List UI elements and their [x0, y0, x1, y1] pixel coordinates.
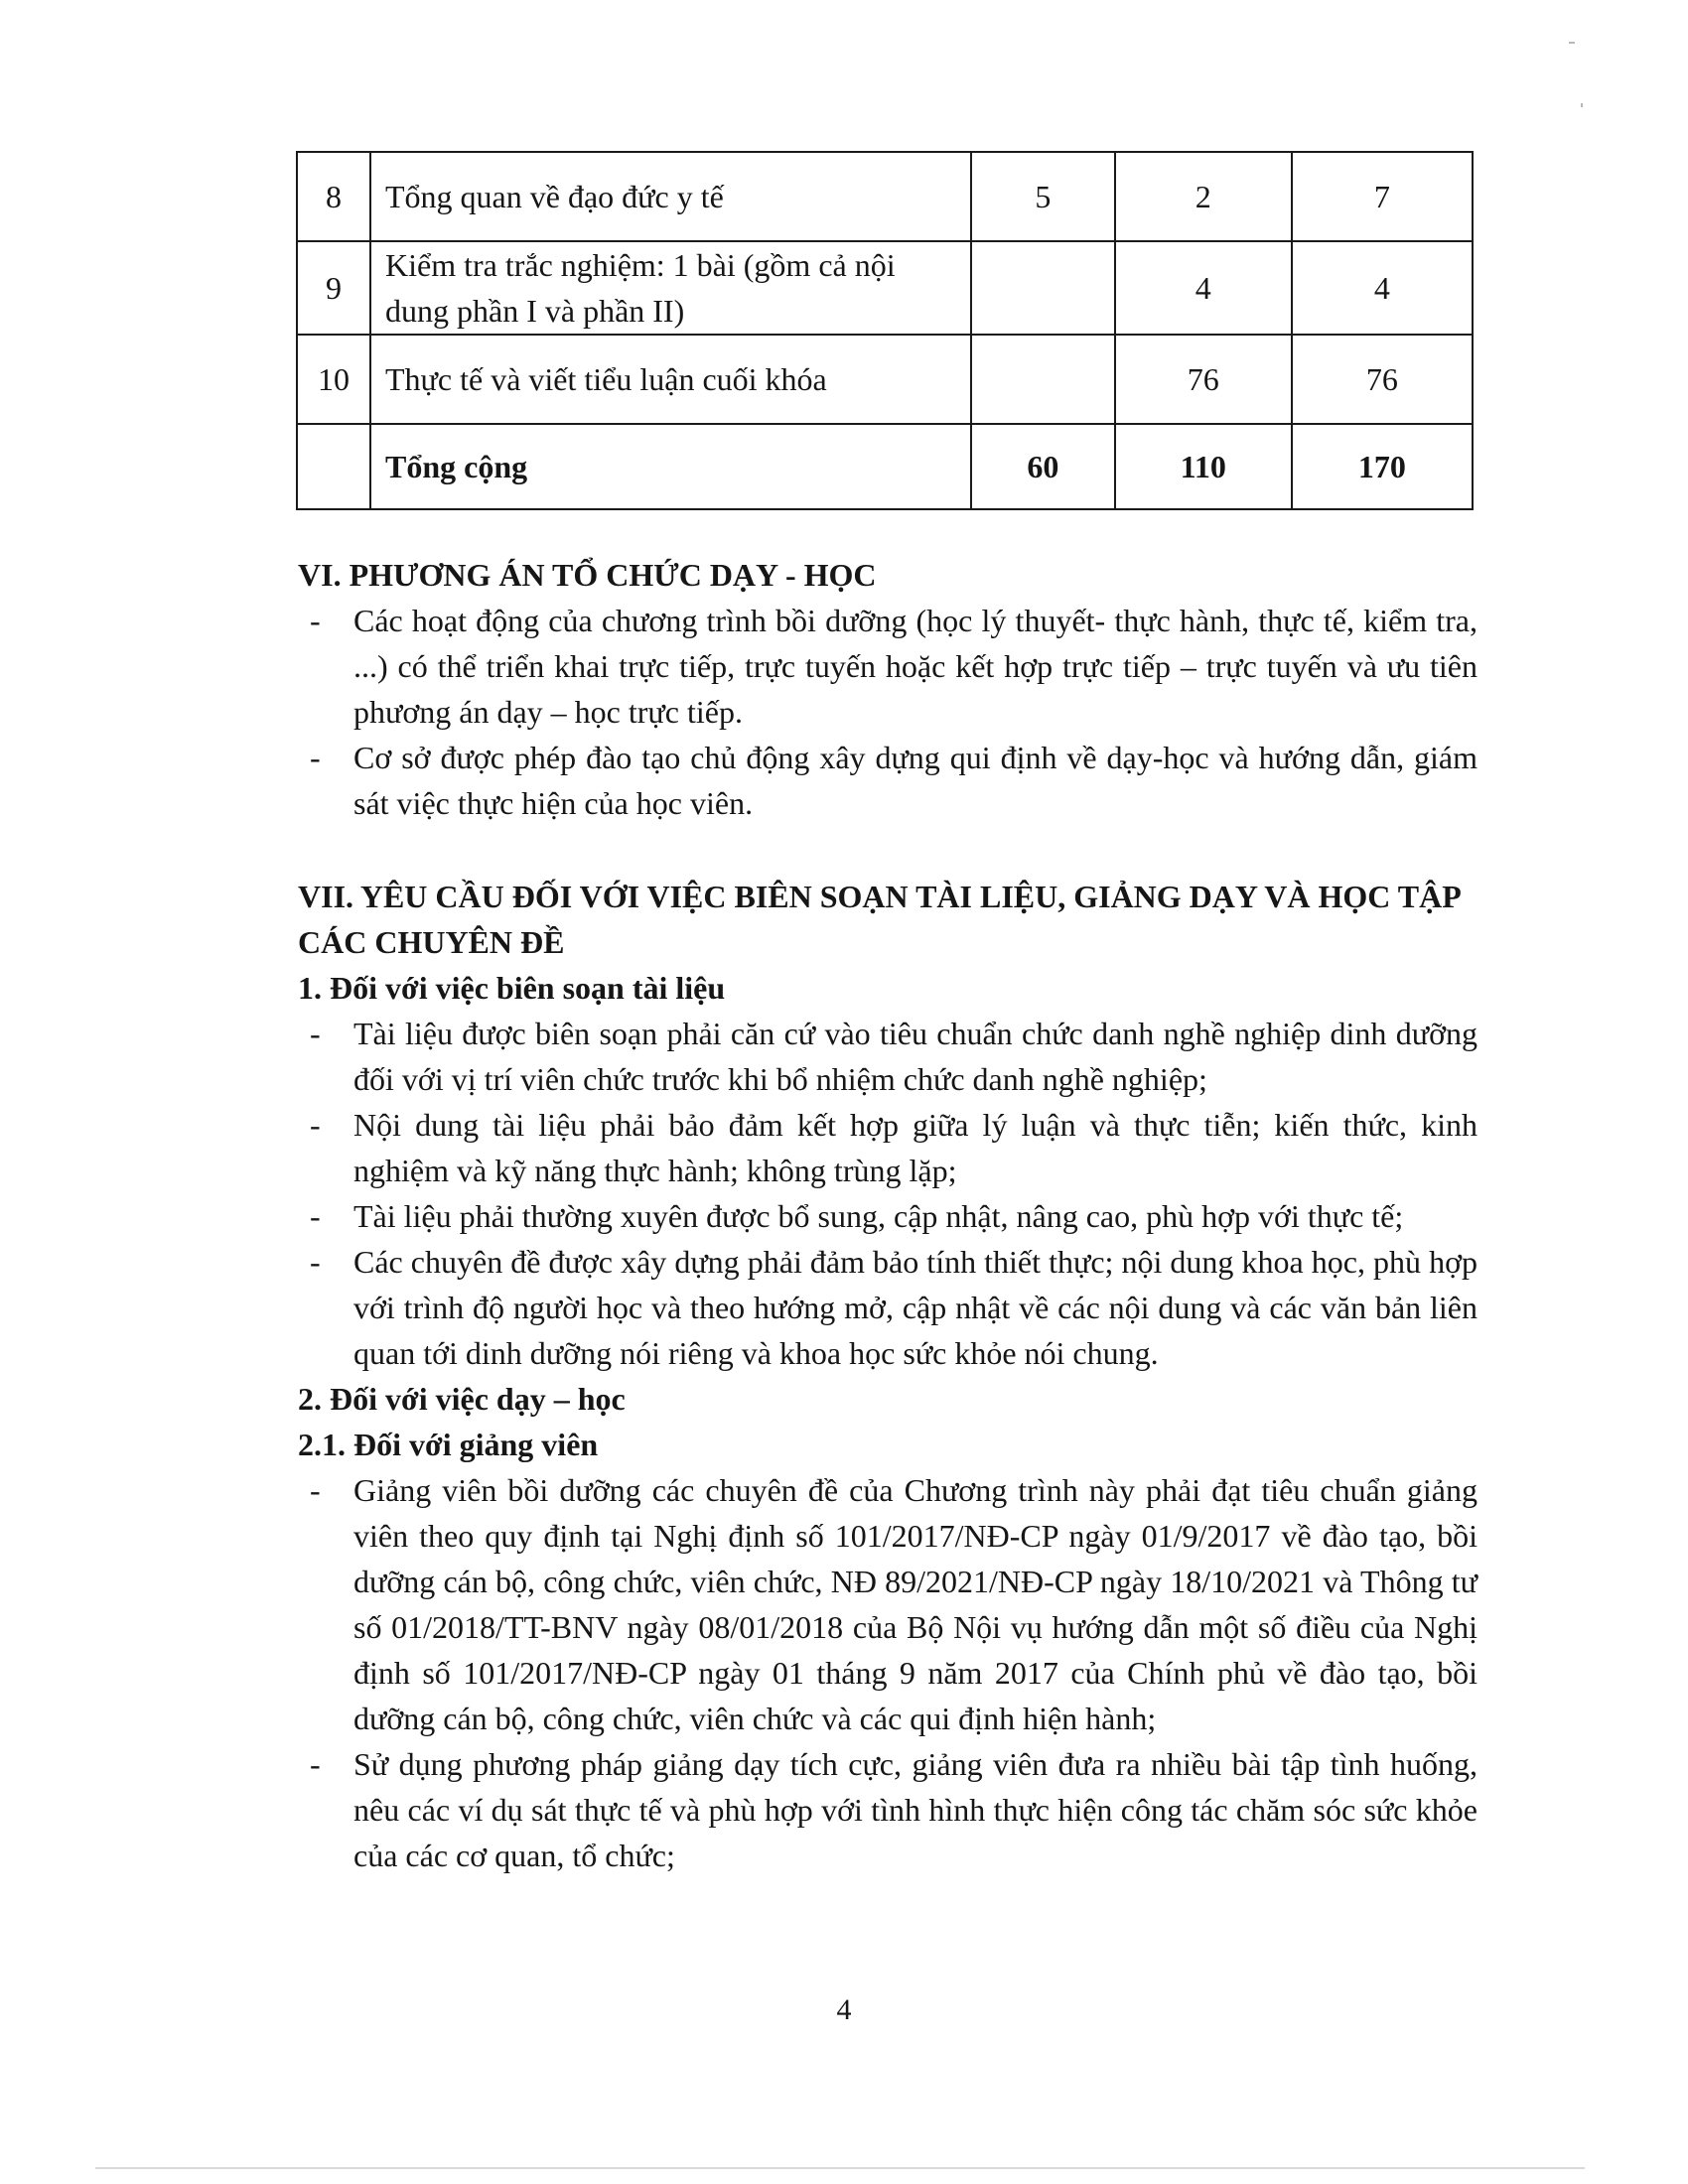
grand-total: 170	[1292, 424, 1473, 509]
theory-total: 60	[971, 424, 1115, 509]
section-7-heading: VII. YÊU CẦU ĐỐI VỚI VIỆC BIÊN SOẠN TÀI LIỆU, GIẢNG DẠY VÀ HỌC TẬP CÁC CHUYÊN ĐỀ	[298, 879, 1460, 960]
subsection-2-1-heading: 2.1. Đối với giảng viên	[298, 1427, 599, 1462]
list-item: - Các hoạt động của chương trình bồi dưỡng (học lý thuyết- thực hành, thực tế, kiểm tra, ...) có thể triển khai trực tiếp, trực tuyến hoặc kết hợp trực tiếp – trực tuyến và ưu tiên phương án dạy – học trực tiếp.	[298, 598, 1477, 735]
row-title: Thực tế và viết tiểu luận cuối khóa	[370, 335, 971, 424]
practice-hours: 4	[1115, 241, 1292, 335]
practice-hours: 76	[1115, 335, 1292, 424]
hours-table	[296, 151, 1474, 510]
scan-speck	[1581, 103, 1583, 107]
list-item: - Tài liệu được biên soạn phải căn cứ vào tiêu chuẩn chức danh nghề nghiệp dinh dưỡng đối với vị trí viên chức trước khi bổ nhiệm chức danh nghề nghiệp;	[298, 1011, 1477, 1102]
scan-bottom-edge	[95, 2167, 1585, 2169]
list-item: - Các chuyên đề được xây dựng phải đảm bảo tính thiết thực; nội dung khoa học, phù hợp với trình độ người học và theo hướng mở, cập nhật về các nội dung và các văn bản liên quan tới dinh dưỡng nói riêng và khoa học sức khỏe nói chung.	[298, 1239, 1477, 1376]
list-item: - Giảng viên bồi dưỡng các chuyên đề của Chương trình này phải đạt tiêu chuẩn giảng viên theo quy định tại Nghị định số 101/2017/NĐ-CP ngày 01/9/2017 về đào tạo, bồi dưỡng cán bộ, công chức, viên chức, NĐ 89/2021/NĐ-CP ngày 18/10/2021 và Thông tư số 01/2018/TT-BNV ngày 08/01/2018 của Bộ Nội vụ hướng dẫn một số điều của Nghị định số 101/2017/NĐ-CP ngày 01 tháng 9 năm 2017 của Chính phủ về đào tạo, bồi dưỡng cán bộ, công chức, viên chức và các qui định hiện hành;	[298, 1467, 1477, 1741]
list-item: - Tài liệu phải thường xuyên được bổ sung, cập nhật, nâng cao, phù hợp với thực tế;	[298, 1193, 1477, 1239]
section-6-list	[298, 598, 1477, 826]
total-label: Tổng cộng	[370, 424, 971, 509]
row-number: 10	[297, 335, 370, 424]
total-hours: 76	[1292, 335, 1473, 424]
list-item: - Nội dung tài liệu phải bảo đảm kết hợp giữa lý luận và thực tiễn; kiến thức, kinh nghiệm và kỹ năng thực hành; không trùng lặp;	[298, 1102, 1477, 1193]
practice-total: 110	[1115, 424, 1292, 509]
subsection-2-heading: 2. Đối với việc dạy – học	[298, 1381, 626, 1417]
table-row	[297, 241, 1473, 335]
total-hours: 4	[1292, 241, 1473, 335]
theory-hours	[971, 335, 1115, 424]
list-item: - Cơ sở được phép đào tạo chủ động xây dựng qui định về dạy-học và hướng dẫn, giám sát việc thực hiện của học viên.	[298, 735, 1477, 826]
row-number: 8	[297, 152, 370, 241]
row-title: Tổng quan về đạo đức y tế	[370, 152, 971, 241]
section-6-heading: VI. PHƯƠNG ÁN TỔ CHỨC DẠY - HỌC	[298, 557, 877, 593]
table-row	[297, 152, 1473, 241]
page-number: 4	[836, 1993, 852, 2026]
scan-speck	[1569, 42, 1575, 44]
total-row	[297, 424, 1473, 509]
subsection-1-list	[298, 1011, 1477, 1376]
document-body	[298, 552, 1477, 1878]
practice-hours: 2	[1115, 152, 1292, 241]
subsection-1-heading: 1. Đối với việc biên soạn tài liệu	[298, 970, 726, 1006]
subsection-2-1-list	[298, 1467, 1477, 1878]
row-number: 9	[297, 241, 370, 335]
row-number-empty	[297, 424, 370, 509]
row-title: Kiểm tra trắc nghiệm: 1 bài (gồm cả nội dung phần I và phần II)	[370, 241, 971, 335]
theory-hours: 5	[971, 152, 1115, 241]
table-row	[297, 335, 1473, 424]
theory-hours	[971, 241, 1115, 335]
total-hours: 7	[1292, 152, 1473, 241]
list-item: - Sử dụng phương pháp giảng dạy tích cực, giảng viên đưa ra nhiều bài tập tình huống, nêu các ví dụ sát thực tế và phù hợp với tình hình thực hiện công tác chăm sóc sức khỏe của các cơ quan, tổ chức;	[298, 1741, 1477, 1878]
